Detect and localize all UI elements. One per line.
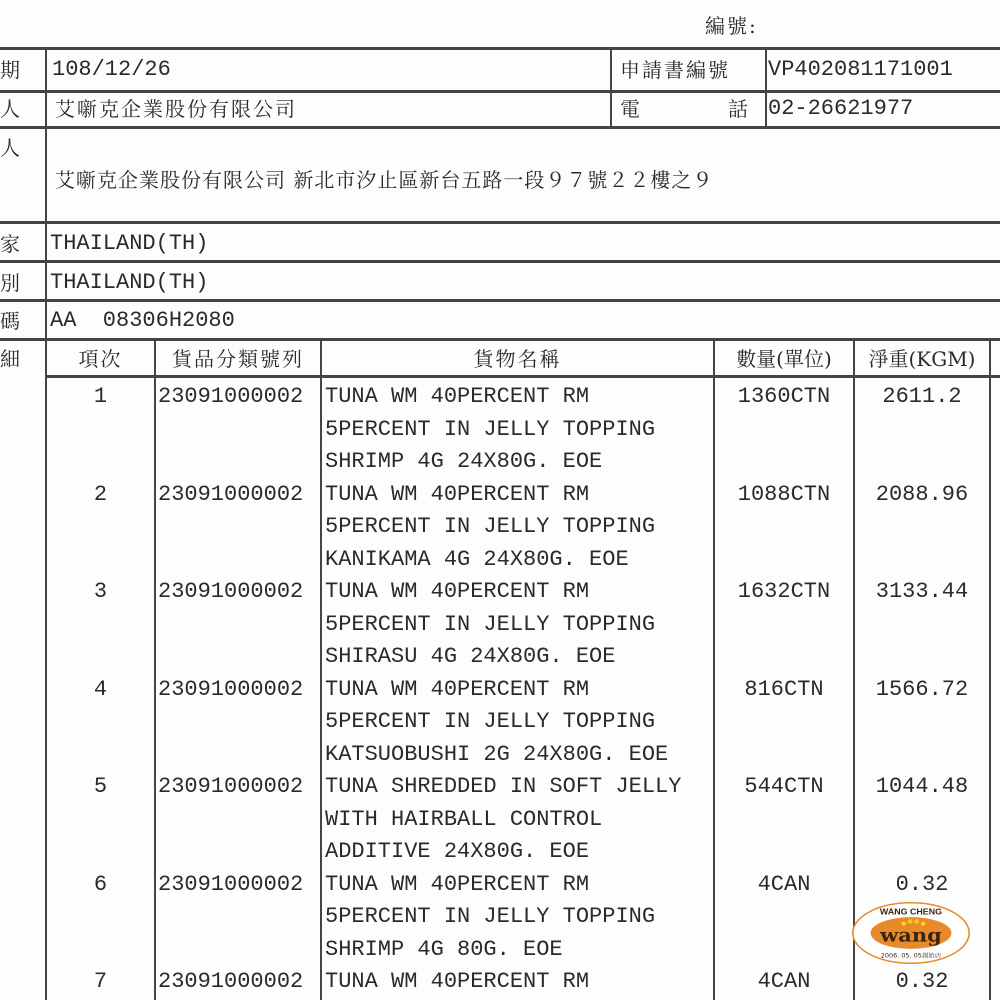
col-header-hs-code: 貨品分類號列 <box>172 347 304 371</box>
item-number: 4 <box>93 676 108 702</box>
description-line: TUNA WM 40PERCENT RM <box>325 969 590 994</box>
address-value: 艾噺克企業股份有限公司 新北市汐止區新台五路一段９７號２２樓之９ <box>55 168 714 192</box>
phone-label: 話 <box>728 97 750 121</box>
applicant-label: 人 <box>0 97 22 121</box>
description-line: KATSUOBUSHI 2G 24X80G. EOE <box>325 741 669 767</box>
rule <box>154 338 156 1000</box>
quantity: 544CTN <box>744 774 824 799</box>
col-header-item: 項次 <box>78 347 123 371</box>
date-label: 期 <box>0 58 22 82</box>
net-weight: 0.32 <box>895 969 949 994</box>
description-line: ADDITIVE 24X80G. EOE <box>325 839 590 864</box>
date-value: 108/12/26 <box>52 57 171 82</box>
rule <box>0 260 1000 263</box>
rule <box>0 299 1000 302</box>
item-number: 6 <box>93 871 108 897</box>
code-value: AA 08306H2080 <box>50 308 235 333</box>
description-line: TUNA WM 40PERCENT RM <box>325 676 590 702</box>
quantity: 816CTN <box>744 676 824 702</box>
rule <box>989 338 991 1000</box>
description-line: SHRIMP 4G 80G. EOE <box>325 936 563 962</box>
hs-code: 23091000002 <box>158 676 304 702</box>
quantity: 4CAN <box>757 871 811 897</box>
col-header-weight: 淨重(KGM) <box>868 347 976 371</box>
net-weight: 0.32 <box>895 871 949 897</box>
svg-text:2006. 05. 05創始店: 2006. 05. 05創始店 <box>880 952 942 960</box>
description-line: TUNA WM 40PERCENT RM <box>325 579 590 604</box>
description-line: 5PERCENT IN JELLY TOPPING <box>325 416 656 442</box>
rule <box>0 221 1000 224</box>
quantity: 1632CTN <box>737 579 831 604</box>
description-line: 5PERCENT IN JELLY TOPPING <box>325 611 656 637</box>
description-line: KANIKAMA 4G 24X80G. EOE <box>325 546 629 572</box>
quantity: 4CAN <box>757 969 811 994</box>
col-header-description: 貨物名稱 <box>473 347 562 371</box>
country-label: 家 <box>0 232 22 256</box>
description-line: TUNA WM 40PERCENT RM <box>325 384 590 409</box>
description-line: SHRIMP 4G 24X80G. EOE <box>325 449 603 474</box>
item-number: 2 <box>93 481 108 507</box>
address-label: 人 <box>0 136 22 160</box>
description-line: TUNA WM 40PERCENT RM <box>325 871 590 897</box>
application-no-value: VP402081171001 <box>768 57 953 82</box>
net-weight: 2088.96 <box>875 481 969 507</box>
item-number: 1 <box>93 384 108 409</box>
net-weight: 3133.44 <box>875 579 969 604</box>
rule <box>853 338 855 1000</box>
description-line: WITH HAIRBALL CONTROL <box>325 806 603 832</box>
rule <box>45 47 47 1000</box>
phone-value: 02-26621977 <box>768 96 914 121</box>
item-number: 7 <box>93 969 108 994</box>
rule <box>0 338 1000 341</box>
svg-text:WANG CHENG: WANG CHENG <box>879 906 943 917</box>
application-no-label: 申請書編號 <box>620 58 730 82</box>
rule <box>0 47 1000 50</box>
net-weight: 1044.48 <box>875 774 969 799</box>
item-number: 3 <box>93 579 108 604</box>
description-line: TUNA SHREDDED IN SOFT JELLY <box>325 774 682 799</box>
rule <box>713 338 715 1000</box>
net-weight: 2611.2 <box>882 384 962 409</box>
hs-code: 23091000002 <box>158 774 304 799</box>
rule <box>0 126 1000 129</box>
rule <box>320 338 322 1000</box>
detail-label: 細 <box>0 347 22 371</box>
origin-label: 別 <box>0 271 22 295</box>
rule <box>45 375 1000 378</box>
hs-code: 23091000002 <box>158 969 304 994</box>
description-line: 5PERCENT IN JELLY TOPPING <box>325 904 656 929</box>
description-line: 5PERCENT IN JELLY TOPPING <box>325 709 656 734</box>
col-header-quantity: 數量(單位) <box>736 347 832 371</box>
applicant-value: 艾噺克企業股份有限公司 <box>55 97 297 121</box>
svg-text:wang: wang <box>880 923 942 947</box>
country-value: THAILAND(TH) <box>50 231 209 256</box>
net-weight: 1566.72 <box>875 676 969 702</box>
hs-code: 23091000002 <box>158 384 304 409</box>
number-label: 編號: <box>705 14 758 38</box>
hs-code: 23091000002 <box>158 871 304 897</box>
hs-code: 23091000002 <box>158 579 304 604</box>
wang-cheng-logo-stamp <box>852 902 970 964</box>
description-line: 5PERCENT IN JELLY TOPPING <box>325 514 656 539</box>
quantity: 1088CTN <box>737 481 831 507</box>
code-label: 碼 <box>0 309 22 333</box>
description-line: TUNA WM 40PERCENT RM <box>325 481 590 507</box>
item-number: 5 <box>93 774 108 799</box>
origin-value: THAILAND(TH) <box>50 270 209 295</box>
rule <box>610 47 612 127</box>
description-line: SHIRASU 4G 24X80G. EOE <box>325 644 616 669</box>
rule <box>765 47 767 127</box>
hs-code: 23091000002 <box>158 481 304 507</box>
quantity: 1360CTN <box>737 384 831 409</box>
phone-label: 電 <box>620 97 642 121</box>
